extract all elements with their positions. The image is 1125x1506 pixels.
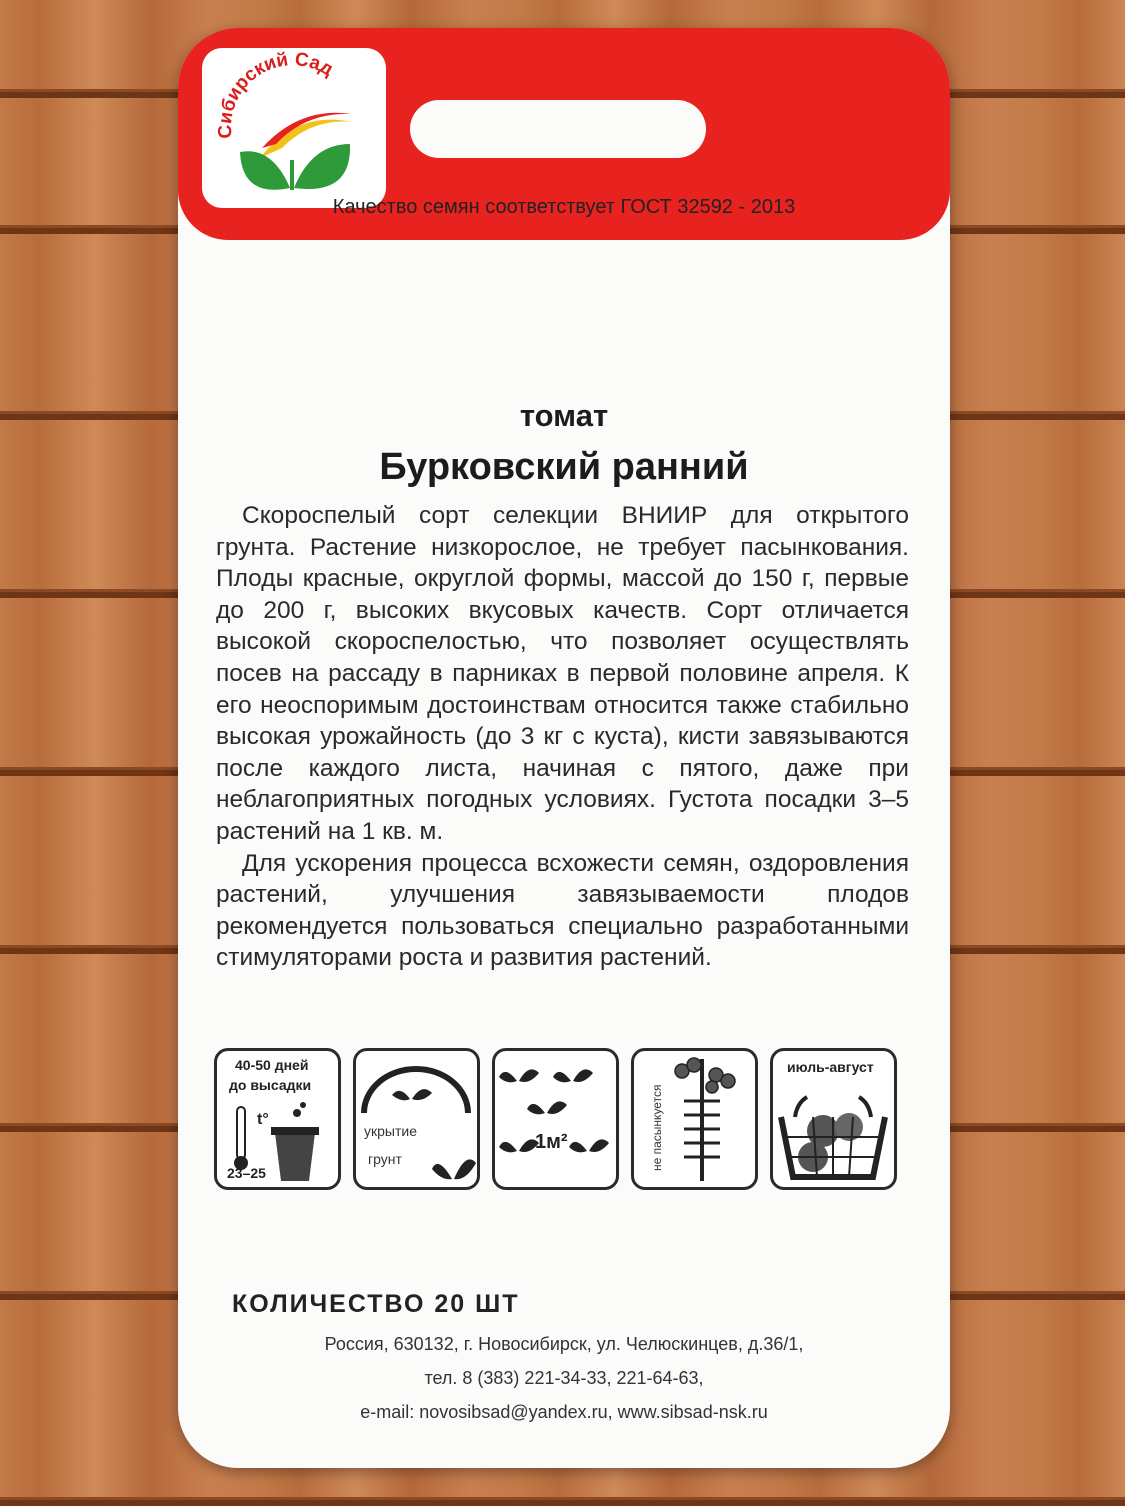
- no-pinching-box: [631, 1048, 758, 1190]
- brand-logo: [202, 48, 386, 208]
- seedling-days-label: 40-50 дней: [235, 1057, 309, 1073]
- temperature-range: 23–25: [227, 1165, 266, 1181]
- planting-density-box: [492, 1048, 619, 1190]
- product-variety: Бурковский ранний: [379, 446, 749, 488]
- harvest-period-label: июль-август: [787, 1059, 874, 1075]
- seed-packet: [178, 28, 950, 1468]
- ground-label: грунт: [368, 1151, 402, 1167]
- company-phone: тел. 8 (383) 221-34-33, 221-64-63,: [424, 1368, 704, 1388]
- plant-stem-icon: [634, 1051, 755, 1187]
- logo-brand-text: Сибирский Сад: [214, 48, 337, 140]
- no-pinching-label: не пасынкуется: [650, 1084, 664, 1171]
- gost-statement: Качество семян соответствует ГОСТ 32592 - 2013: [332, 196, 796, 218]
- company-address: Россия, 630132, г. Новосибирск, ул. Челюскинцев, д.36/1,: [324, 1334, 804, 1354]
- product-description: [216, 500, 909, 974]
- seed-quantity: КОЛИЧЕСТВО 20 ШТ: [232, 1290, 520, 1318]
- growing-icons: [214, 1048, 914, 1192]
- plants-grid-icon: [495, 1051, 616, 1187]
- seedling-period-box: [214, 1048, 341, 1190]
- description-paragraph: Скороспелый сорт селекции ВНИИР для открытого грунта. Растение низкорослое, не требует пасынкования. Плоды красные, округлой формы, массой до 150 г, первые до 200 г, высоких вкусовых качеств. Сорт отличается высокой скороспелостью, что позволяет осуществлять посев на рассаду в парниках в первой половине апреля. К его неоспоримым достоинствам относится также стабильно высокая урожайность (до 3 кг с куста), кисти завязываются после каждого листа, начиная с пятого, даже при неблагоприятных погодных условиях. Густота посадки 3–5 растений на 1 кв. м.: [216, 502, 909, 845]
- hang-slot: [410, 100, 706, 158]
- product-kind: томат: [519, 398, 609, 433]
- cover-label: укрытие: [364, 1123, 417, 1139]
- harvest-basket-icon: [773, 1077, 894, 1187]
- svg-text:Сибирский Сад: [215, 49, 337, 139]
- logo-emblem-icon: [202, 48, 386, 208]
- harvest-box: [770, 1048, 897, 1190]
- temperature-symbol: t°: [257, 1111, 269, 1128]
- company-contacts: e-mail: novosibsad@yandex.ru, www.sibsad-nsk.ru: [360, 1402, 768, 1422]
- cover-ground-box: [353, 1048, 480, 1190]
- description-paragraph: Для ускорения процесса всхожести семян, оздоровления растений, улучшения завязываемости плодов рекомендуется пользоваться специально разработанными стимуляторами роста и развития растений.: [216, 849, 909, 972]
- density-label: 1м²: [535, 1131, 568, 1153]
- packet-header: [178, 28, 950, 240]
- seedling-until-label: до высадки: [229, 1077, 312, 1093]
